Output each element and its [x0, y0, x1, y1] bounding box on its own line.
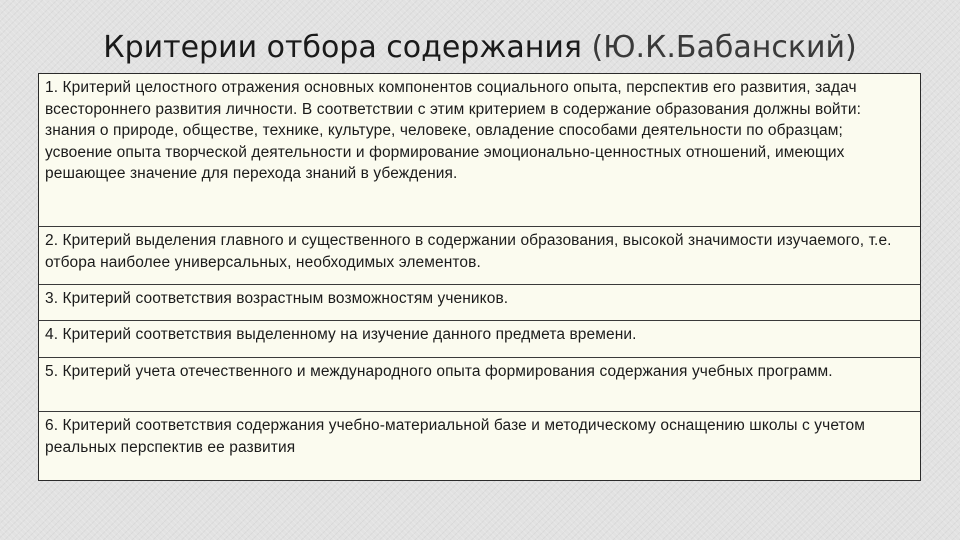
criterion-row [39, 285, 920, 321]
criterion-row [39, 227, 920, 285]
page-title [0, 28, 960, 68]
criterion-row [39, 412, 920, 479]
criterion-text: 1. Критерий целостного отражения основных компонентов социального опыта, перспектив его развития, задач всестороннего развития личности. В соответствии с этим критерием в содержание образования должны войти: знания о природе, обществе, технике, культуре, человеке, овладение способами деятельности по образцам; усвоение опыта творческой деятельности и формирование эмоционально-ценностных отношений, имеющих решающее значение для перехода знаний в убеждения. [45, 79, 862, 182]
criterion-text: 6. Критерий соответствия содержания учебно-материальной базе и методическому оснащению школы с учетом реальных перспектив ее развития [45, 417, 866, 456]
criterion-row [39, 74, 920, 227]
criterion-text: 4. Критерий соответствия выделенному на изучение данного предмета времени. [45, 326, 637, 343]
criterion-row [39, 358, 920, 412]
criterion-text: 2. Критерий выделения главного и существенного в содержании образования, высокой значимости изучаемого, т.е. отбора наиболее универсальных, необходимых элементов. [45, 232, 892, 271]
criterion-row [39, 321, 920, 358]
criterion-text: 5. Критерий учета отечественного и международного опыта формирования содержания учебных программ. [45, 363, 833, 380]
criteria-table [38, 73, 921, 481]
criterion-text: 3. Критерий соответствия возрастным возможностям учеников. [45, 290, 509, 307]
title-author: (Ю.К.Бабанский) [591, 30, 857, 65]
title-main: Критерии отбора содержания [103, 30, 582, 65]
